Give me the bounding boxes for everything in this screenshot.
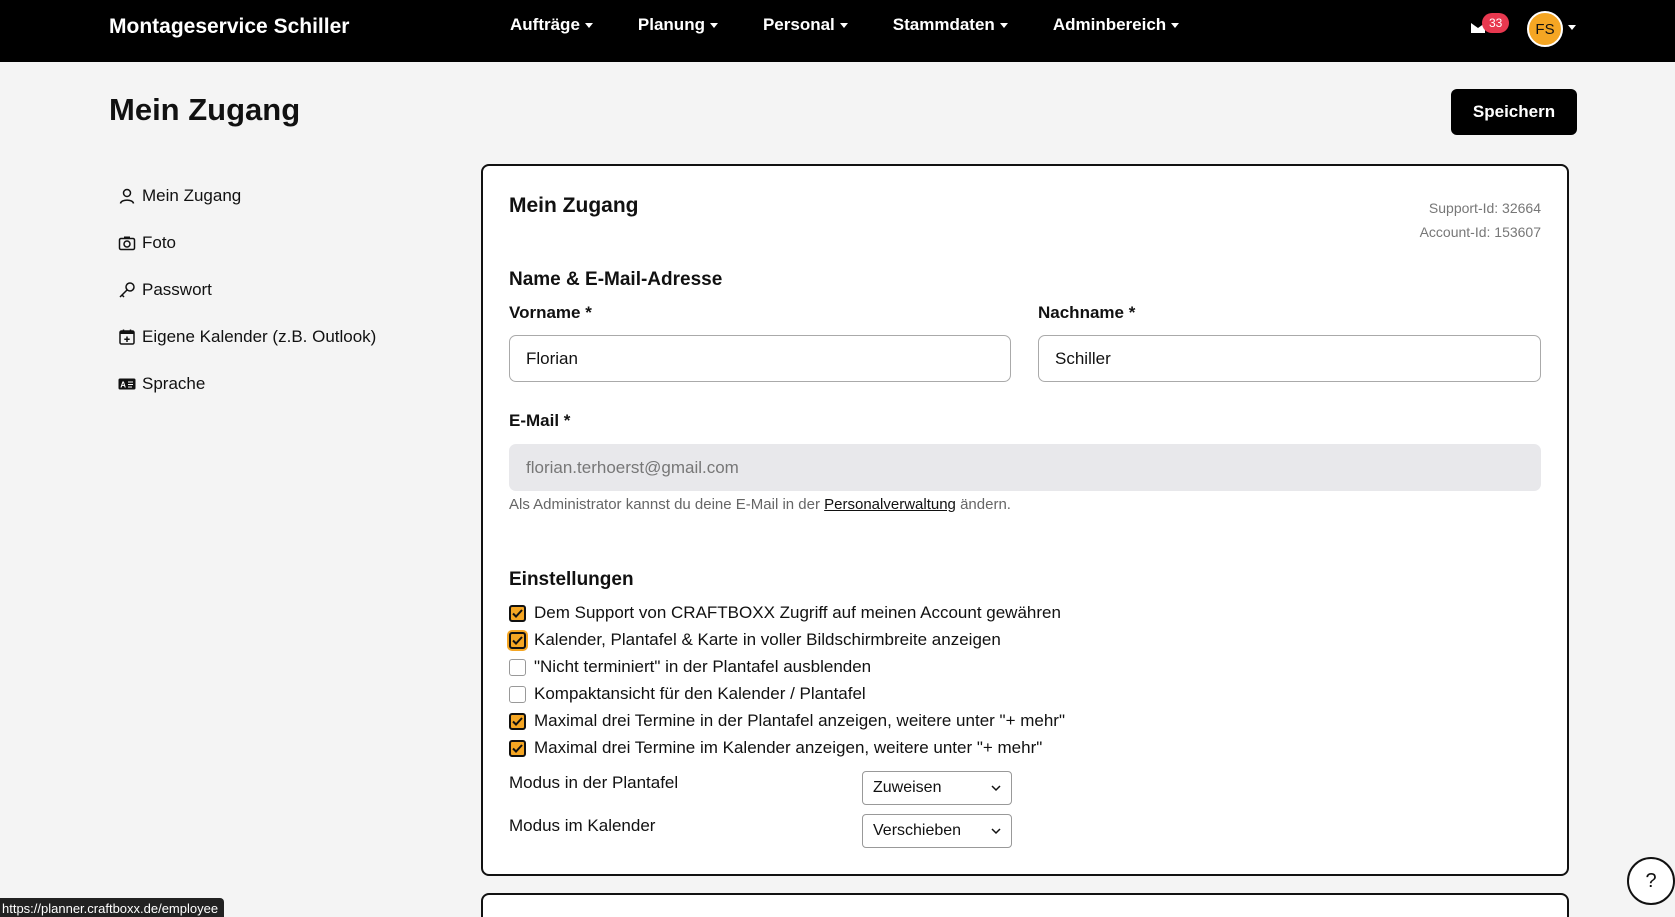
sidebar-item-label: Passwort <box>142 279 212 299</box>
sidebar-item-sprache[interactable] <box>118 360 376 407</box>
check-icon <box>512 744 523 753</box>
setting-compact-view[interactable] <box>509 684 866 704</box>
sidebar-item-mein-zugang[interactable] <box>118 172 376 219</box>
setting-hide-unscheduled[interactable] <box>509 657 871 677</box>
next-card <box>481 893 1569 917</box>
firstname-input[interactable] <box>509 335 1011 382</box>
select-value: Verschieben <box>873 822 962 839</box>
check-icon <box>512 717 523 726</box>
avatar[interactable]: FS <box>1527 11 1563 47</box>
name-section-title: Name & E-Mail-Adresse <box>509 269 723 290</box>
sidebar <box>118 172 376 407</box>
sidebar-item-foto[interactable] <box>118 219 376 266</box>
user-icon <box>118 187 136 205</box>
language-icon <box>118 375 136 393</box>
caret-down-icon <box>1171 23 1179 28</box>
setting-full-width[interactable] <box>509 630 1001 650</box>
sidebar-item-label: Eigene Kalender (z.B. Outlook) <box>142 326 377 346</box>
setting-max-three-plantafel[interactable] <box>509 711 1065 731</box>
brand-title[interactable]: Montageservice Schiller <box>109 15 350 38</box>
sidebar-item-label: Mein Zugang <box>142 185 242 205</box>
nav-label: Stammdaten <box>892 15 995 34</box>
chevron-down-icon <box>991 783 1001 793</box>
check-icon <box>512 609 523 618</box>
checkbox-checked[interactable] <box>509 713 526 730</box>
camera-icon <box>118 234 136 252</box>
main-nav <box>510 15 1224 35</box>
nav-item-personal[interactable] <box>763 15 848 35</box>
chevron-down-icon <box>991 826 1001 836</box>
setting-label: Maximal drei Termine im Kalender anzeigen, weitere unter "+ mehr" <box>534 738 1043 757</box>
mode-plantafel-label: Modus in der Plantafel <box>509 773 679 792</box>
select-value: Zuweisen <box>873 779 942 796</box>
nav-item-adminbereich[interactable] <box>1053 15 1179 35</box>
lastname-input[interactable] <box>1038 335 1541 382</box>
sidebar-item-passwort[interactable] <box>118 266 376 313</box>
setting-label: Kompaktansicht für den Kalender / Plantafel <box>534 684 866 703</box>
sidebar-item-label: Sprache <box>142 373 206 393</box>
setting-support-access[interactable] <box>509 603 1061 623</box>
personalverwaltung-link[interactable]: Personalverwaltung <box>824 496 956 513</box>
setting-label: Kalender, Plantafel & Karte in voller Bildschirmbreite anzeigen <box>534 630 1001 649</box>
lastname-label: Nachname * <box>1038 303 1136 322</box>
nav-label: Aufträge <box>510 15 580 34</box>
calendar-add-icon <box>118 328 136 346</box>
checkbox-checked[interactable] <box>509 740 526 757</box>
notification-badge[interactable]: 33 <box>1482 13 1509 33</box>
settings-section-title: Einstellungen <box>509 569 634 590</box>
setting-label: Dem Support von CRAFTBOXX Zugriff auf meinen Account gewähren <box>534 603 1061 622</box>
page-title: Mein Zugang <box>109 92 301 127</box>
setting-label: Maximal drei Termine in der Plantafel anzeigen, weitere unter "+ mehr" <box>534 711 1065 730</box>
top-navbar <box>0 0 1675 62</box>
key-icon <box>118 281 136 299</box>
checkbox-unchecked[interactable] <box>509 686 526 703</box>
status-url: https://planner.craftboxx.de/employee <box>0 898 224 917</box>
sidebar-item-label: Foto <box>142 232 177 252</box>
account-id: Account-Id: 153607 <box>1419 224 1541 240</box>
email-label: E-Mail * <box>509 411 571 430</box>
check-icon <box>512 636 523 645</box>
firstname-label: Vorname * <box>509 303 592 322</box>
help-button[interactable]: ? <box>1627 857 1675 905</box>
checkbox-unchecked[interactable] <box>509 659 526 676</box>
caret-down-icon <box>585 23 593 28</box>
nav-label: Adminbereich <box>1052 15 1167 34</box>
caret-down-icon <box>840 23 848 28</box>
setting-label: "Nicht terminiert" in der Plantafel ausblenden <box>534 657 872 676</box>
hint-text: ändern. <box>960 496 1011 513</box>
checkbox-checked[interactable] <box>509 632 526 649</box>
nav-item-planung[interactable] <box>638 15 718 35</box>
caret-down-icon <box>710 23 718 28</box>
nav-label: Personal <box>762 15 835 34</box>
account-card <box>481 164 1569 876</box>
caret-down-icon[interactable] <box>1568 25 1576 30</box>
setting-max-three-kalender[interactable] <box>509 738 1042 758</box>
mode-plantafel-select[interactable] <box>862 771 1012 805</box>
nav-label: Planung <box>637 15 705 34</box>
nav-item-auftraege[interactable] <box>510 15 593 35</box>
mode-kalender-label: Modus im Kalender <box>509 816 656 835</box>
card-title: Mein Zugang <box>509 194 639 217</box>
mode-kalender-select[interactable] <box>862 814 1012 848</box>
nav-item-stammdaten[interactable] <box>893 15 1008 35</box>
support-id: Support-Id: 32664 <box>1428 200 1541 216</box>
save-button[interactable]: Speichern <box>1451 89 1577 135</box>
checkbox-checked[interactable] <box>509 605 526 622</box>
email-hint <box>509 496 1011 513</box>
caret-down-icon <box>1000 23 1008 28</box>
hint-text: Als Administrator kannst du deine E-Mail in der <box>509 496 820 513</box>
email-input <box>509 444 1541 491</box>
svg-text:A: A <box>120 380 126 389</box>
sidebar-item-eigene-kalender[interactable] <box>118 313 376 360</box>
ids-block <box>1420 196 1541 244</box>
